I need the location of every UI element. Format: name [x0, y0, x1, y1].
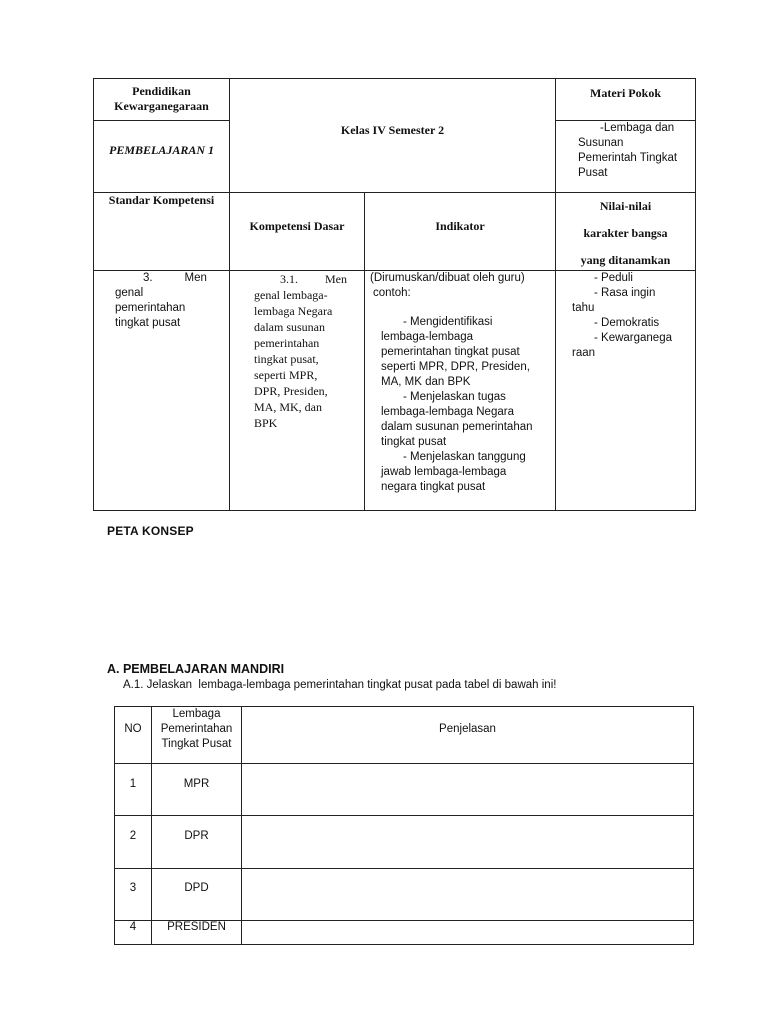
col-header-penjelasan: Penjelasan [439, 723, 496, 735]
materi-pokok-header: Materi Pokok [590, 86, 661, 100]
table-row-lembaga: DPR [184, 830, 209, 842]
materi-pokok-content: -Lembaga dan Susunan Pemerintah Tingkat Pusat [578, 122, 678, 179]
subject-title: Pendidikan Kewarganegaraan [114, 84, 209, 113]
peta-konsep-heading: PETA KONSEP [107, 524, 194, 538]
standar-kompetensi-header: Standar Kompetensi [108, 193, 215, 207]
table-row-lembaga: MPR [183, 778, 210, 790]
class-semester: Kelas IV Semester 2 [340, 123, 445, 137]
table-row-penjelasan[interactable] [246, 873, 686, 917]
table-row-no: 4 [129, 921, 137, 933]
kompetensi-dasar-header: Kompetensi Dasar [249, 219, 345, 233]
list-item: - Mengidentifikasi lembaga-lembaga pemerintahan tingkat pusat seperti MPR, DPR, Presiden, MA, MK dan BPK [381, 316, 530, 388]
col-header-lembaga: Lembaga Pemerintahan Tingkat Pusat [160, 708, 233, 750]
kompetensi-dasar-text: 3.1. Men genal lembaga- lembaga Negara dalam susunan pemerintahan tingkat pusat, seperti MPR, DPR, Presiden, MA, MK, dan BPK [254, 272, 347, 430]
col-header-no: NO [124, 723, 142, 735]
table-row-no: 1 [129, 778, 137, 790]
indikator-list [381, 315, 553, 495]
section-a-title: A. PEMBELAJARAN MANDIRI [107, 662, 285, 676]
table-row-no: 3 [129, 882, 137, 894]
list-item: - Menjelaskan tugas lembaga-lembaga Negara dalam susunan pemerintahan tingkat pusat [381, 391, 533, 448]
nilai-karakter-header: Nilai-nilai karakter bangsa yang ditanamkan [580, 199, 671, 267]
indikator-intro: (Dirumuskan/dibuat oleh guru) contoh: [370, 272, 525, 299]
indikator-header: Indikator [435, 219, 485, 233]
lesson-title: PEMBELAJARAN 1 [108, 143, 215, 157]
table-row-lembaga: PRESIDEN [167, 921, 226, 933]
table-row-lembaga: DPD [184, 882, 209, 894]
standar-kompetensi-text: 3. Men genal pemerintahan tingkat pusat [115, 272, 207, 329]
table-row-no: 2 [129, 830, 137, 842]
table-row-penjelasan[interactable] [246, 922, 686, 942]
table-row-penjelasan[interactable] [246, 820, 686, 864]
list-item: - Menjelaskan tanggung jawab lembaga-lembaga negara tingkat pusat [381, 451, 526, 493]
section-a-instruction: A.1. Jelaskan lembaga-lembaga pemerintahan tingkat pusat pada tabel di bawah ini! [123, 679, 557, 691]
table-row-penjelasan[interactable] [246, 768, 686, 812]
nilai-karakter-list: - Peduli - Rasa ingin tahu - Demokratis - Kewarganega raan [572, 272, 672, 359]
